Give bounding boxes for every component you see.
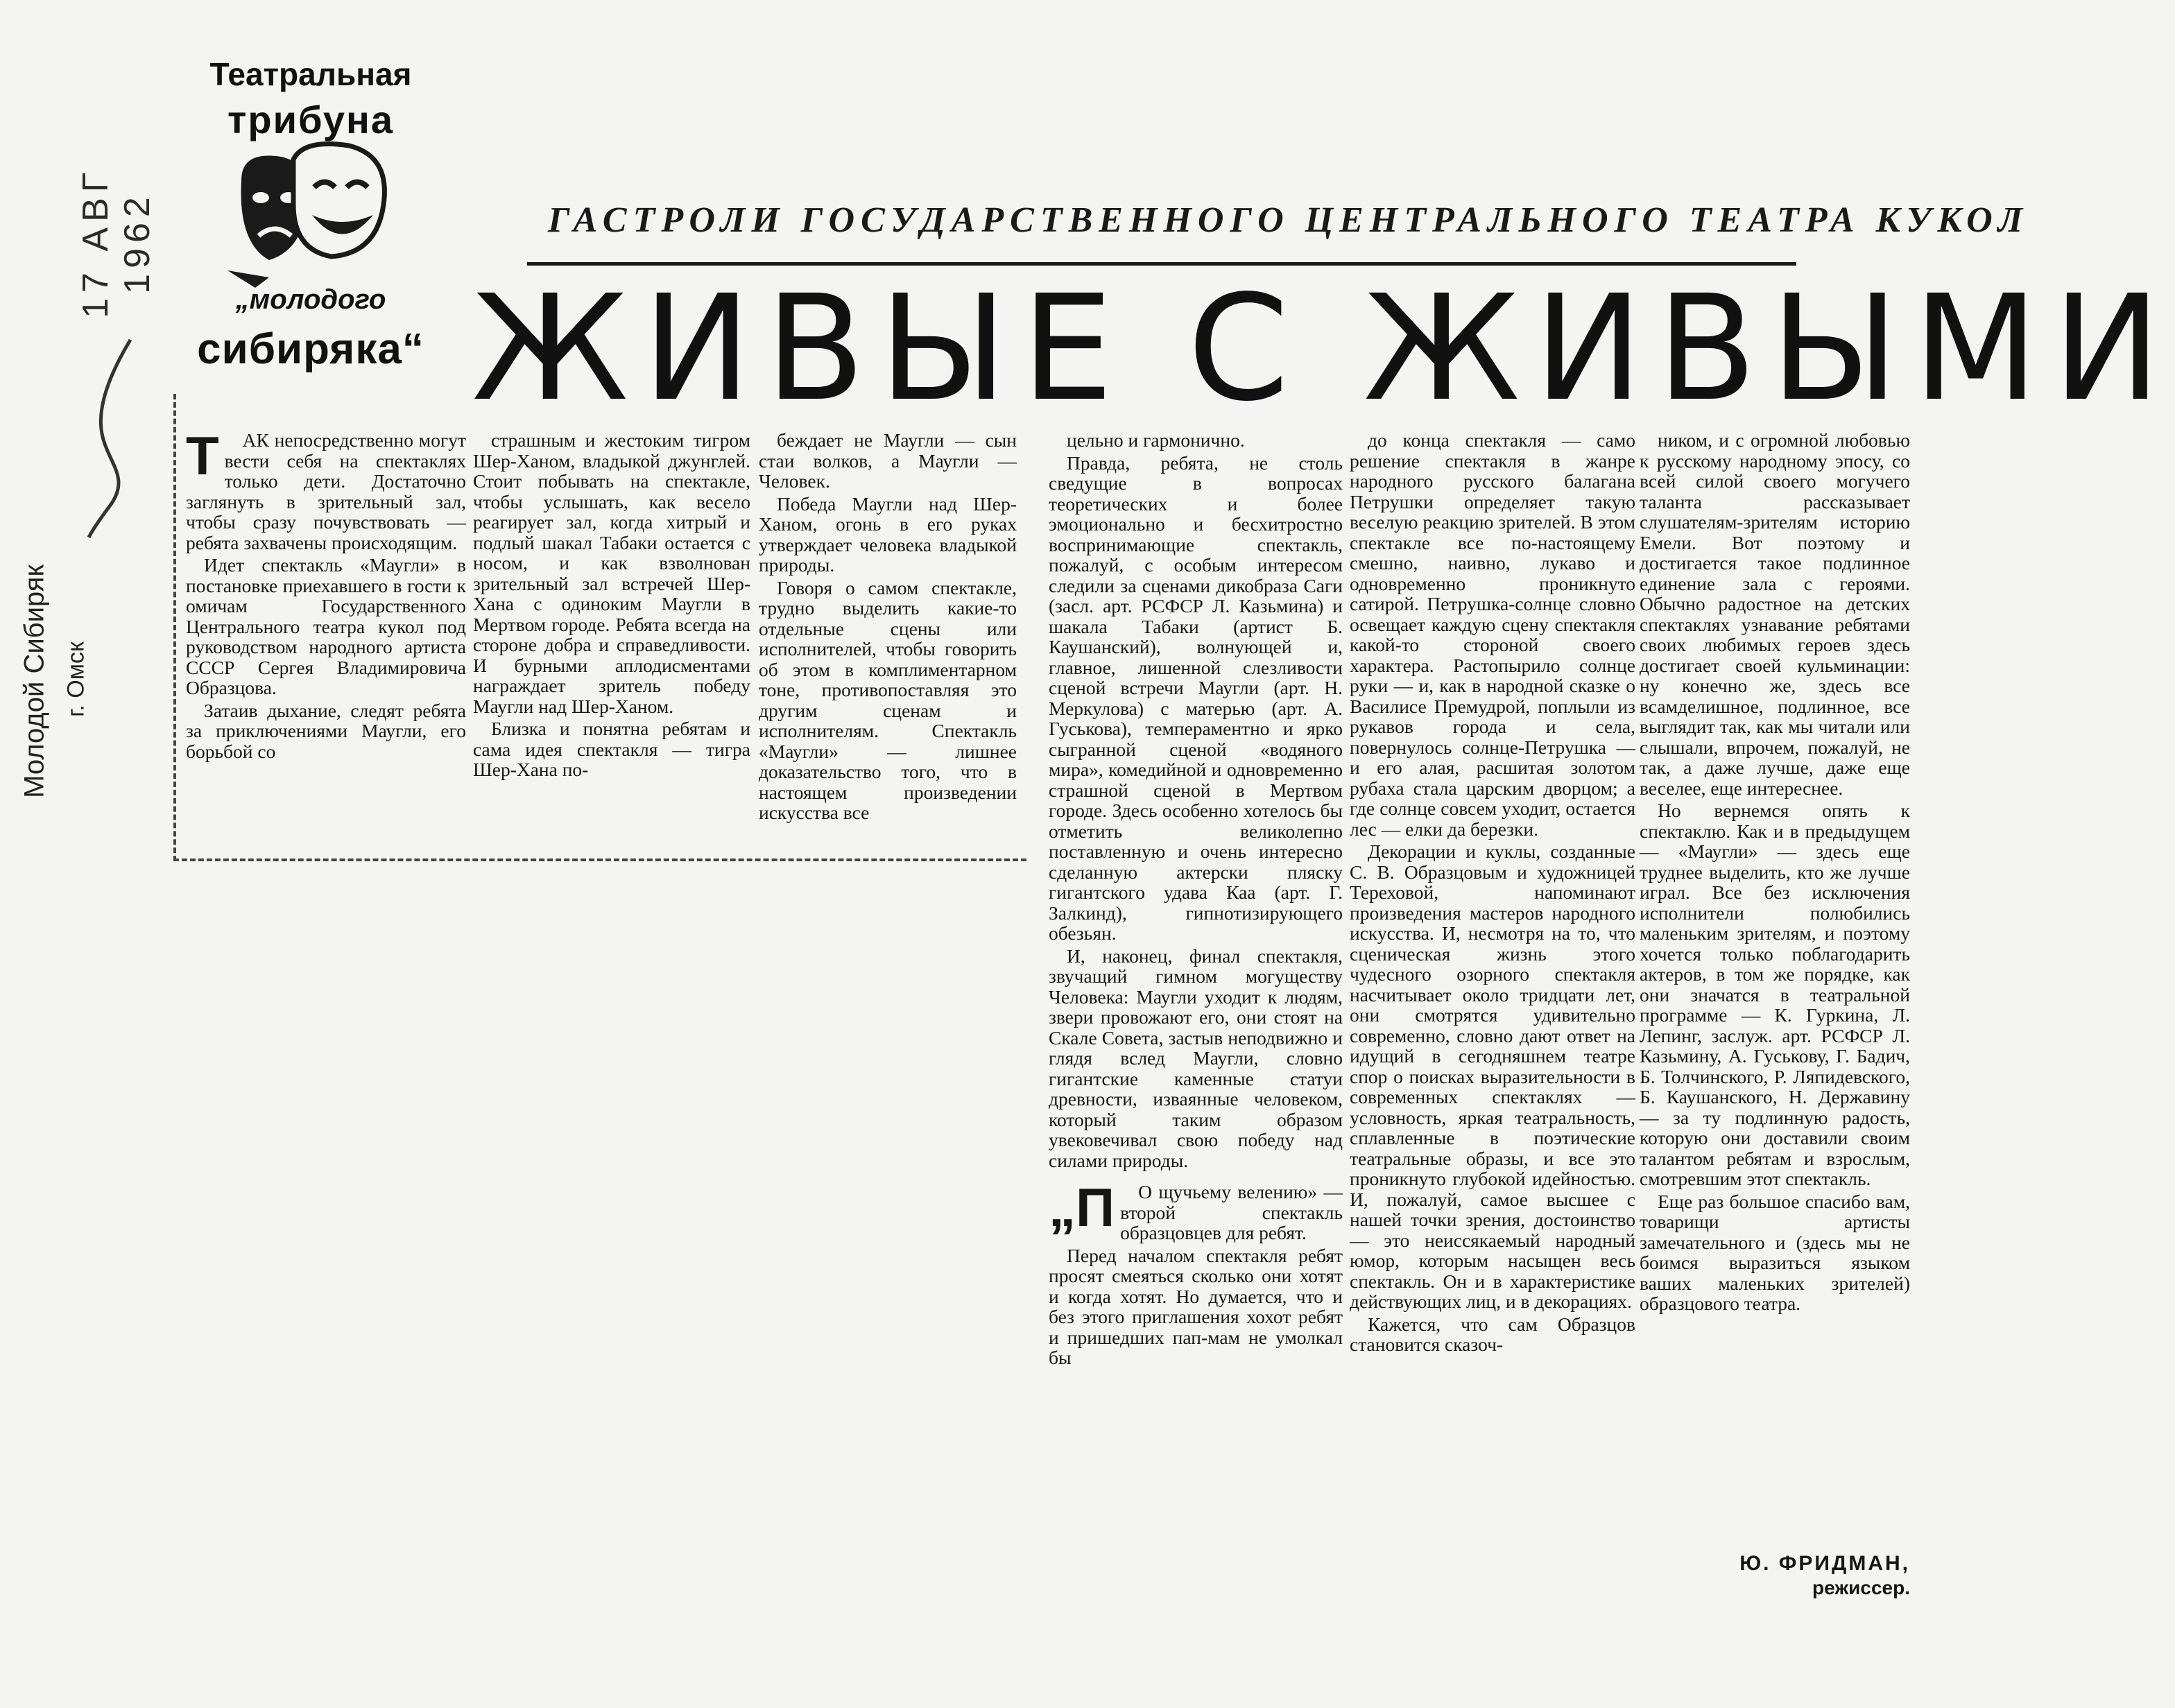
article-paragraph: Декорации и куклы, созданные С. В. Образцовым и художницей Тереховой, напоминают произведения мастеров народного искусства. И, несмотря на то, что сценическая жизнь этого чудесного озорного спектакля насчитывает около тридцати лет, они смотрятся удивительно современно, словно дают ответ на идущий в сегодняшнем театре спор о поисках выразительности в современных спектаклях — условность, яркая театральность, сплавленные в поэтические театральные образы, и все это проникнуто глубокой идейностью. И, пожалуй, самое высшее с нашей точки зрения, достоинство — это неиссякаемый народный юмор, которым насыщен весь спектакль. Он и в характеристике действующих лиц, и в декорациях. xyxy=(1350,840,1635,1312)
article-paragraph: Победа Маугли над Шер-Ханом, огонь в его руках утверждает человека владыкой природы. xyxy=(759,492,1017,576)
drop-cap: Т xyxy=(186,425,219,486)
article-paragraph: Кажется, что сам Образцов становится сказоч- xyxy=(1350,1313,1635,1355)
article-paragraph: „П О щучьему велению» — второй спектакль образцовцев для ребят. xyxy=(1049,1182,1343,1243)
article-column-2 xyxy=(473,430,750,782)
article-paragraph: Идет спектакль «Маугли» в постановке приехавшего в гости к омичам Государственного Центрального театра кукол под руководством народного артиста СССР Сергея Владимировича Образцова. xyxy=(186,554,466,698)
article-paragraph: Близка и понятна ребятам и сама идея спектакля — тигра Шер-Хана по- xyxy=(473,718,750,780)
theatre-masks-icon xyxy=(227,139,394,291)
article-kicker: ГАСТРОЛИ ГОСУДАРСТВЕННОГО ЦЕНТРАЛЬНОГО ТЕАТРА КУКОЛ xyxy=(548,200,2029,240)
article-paragraph: И, наконец, финал спектакля, звучащий гимном могуществу Человека: Маугли уходит к людям, звери провожают его, они стоят на Скале Совета, застыв неподвижно и глядя вслед Маугли, словно гигантские каменные статуи древности, изваянные человеком, который таким образом увековечивал свою победу над силами природы. xyxy=(1049,944,1343,1171)
article-column-1 xyxy=(186,425,466,764)
pencil-mark xyxy=(82,333,144,541)
author-role: режиссер. xyxy=(1812,1577,1910,1598)
article-paragraph: ником, и с огромной любовью к русскому народному эпосу, со всей силой своего могучего таланта рассказывает слушателям-зрителям историю Емели. Вот поэтому и достигается такое подлинное единение зала с героями. Обычно радостное на детских спектаклях узнавание ребятами своих любимых героев здесь достигает своей кульминации: ну конечно же, здесь все всамделишное, подлинное, все выглядит так, как мы читали или слышали, впрочем, пожалуй, не так, а даже лучше, даже еще веселее, еще интереснее. xyxy=(1640,429,1910,799)
article-paragraph: страшным и жестоким тигром Шер-Ханом, владыкой джунглей. Стоит побывать на спектакле, чтобы услышать, как весело реагирует зал, когда хитрый и подлый шакал Табаки остается с носом, и как взволнован зрительный зал встречей Шер-Хана с одиноким Маугли в Мертвом городе. Ребята всегда на стороне добра и справедливости. И бурными аплодисментами награждает зритель победу Маугли над Шер-Ханом. xyxy=(473,429,750,717)
article-headline: ЖИВЫЕ С ЖИВЫМИ xyxy=(472,264,2175,433)
article-paragraph: Т АК непосредственно могут вести себя на спектаклях только дети. Достаточно заглянуть в зрительный зал, чтобы сразу почувствовать — ребята захвачены происходящим. xyxy=(186,430,466,553)
article-column-6 xyxy=(1640,430,1910,1316)
article-paragraph: Затаив дыхание, следят ребята за приключениями Маугли, его борьбой со xyxy=(186,699,466,762)
article-paragraph: Еще раз большое спасибо вам, товарищи артисты замечательного и (здесь мы не боимся выразиться языком ваших маленьких зрителей) образцового театра. xyxy=(1640,1190,1910,1314)
drop-cap: „П xyxy=(1049,1177,1115,1238)
author-signature: Ю. ФРИДМАН, xyxy=(1739,1552,1910,1575)
article-paragraph: Перед началом спектакля ребят просят смеяться сколько они хотят и когда хотят. Но думается, что и без этого приглашения хохот ребят и пришедших пап-мам не умолкал бы xyxy=(1049,1244,1343,1368)
article-paragraph: Говоря о самом спектакле, трудно выделить какие-то отдельные сцены или исполнителей, чтобы говорить об этом в комплиментарном тоне, противопоставляя это другим сценам и исполнителям. Спектакль «Маугли» — лишнее доказательство того, что в настоящем произведении искусства все xyxy=(759,576,1017,823)
article-paragraph: беждает не Маугли — сын стаи волков, а Маугли — Человек. xyxy=(759,429,1017,492)
article-paragraph: до конца спектакля — само решение спектакля в жанре народного русского балагана Петрушки определяет такую веселую реакцию зрителей. В этом спектакле все по-настоящему смешно, наивно, лукаво и одновременно проникнуто сатирой. Петрушка-солнце словно освещает каждую сцену спектакля какой-то стороной своего характера. Растопырило солнце руки — и, как в народной сказке о Василисе Премудрой, поплыли из рукавов города и села, повернулось солнце-Петрушка — и его алая, расшитая золотом рубаха стала царским дворцом; а где солнце совсем уходит, остается лес — елки да березки. xyxy=(1350,429,1635,840)
archive-date-stamp xyxy=(76,97,157,333)
publication-name: Молодой Сибиряк xyxy=(19,564,50,798)
archive-date: 17 АВГ 1962 xyxy=(76,167,157,318)
article-paragraph: Правда, ребята, не столь сведущие в вопросах теоретических и более эмоционально и бесхитростно воспринимающие спектакль, пожалуй, с особым интересом следили за сценами дикобраза Саги (засл. арт. РСФСР Л. Казьмина) и шакала Табаки (артист Б. Каушанский), волнующей и, главное, лишенной слезливости сценой встречи Маугли (арт. Н. Меркулова) с матерью (арт. А. Гуськова), темпераментно и ярко сыгранной сценой «водяного мира», комедийной и одновременно страшной сценой в Мертвом городе. Здесь особенно хотелось бы отметить великолепно поставленную и очень интересно сделанную актерски пляску гигантского удава Каа (арт. Г. Залкинд), гипнотизирующего обезьян. xyxy=(1049,451,1343,944)
logo-line-4: сибиряка“ xyxy=(197,325,424,373)
logo-line-3: „молодого xyxy=(235,284,386,315)
publication-stamp xyxy=(21,499,104,846)
rubric-logo xyxy=(186,55,436,381)
article-paragraph: цельно и гармонично. xyxy=(1067,429,1245,451)
article-paragraph: Но вернемся опять к спектаклю. Как и в предыдущем — «Маугли» — здесь еще труднее выделить, кто же лучше играл. Все без исключения исполнители полюбились маленьким зрителям, и поэтому хочется только поблагодарить актеров, в том же порядке, как они значатся в театральной программе — К. Гуркина, Л. Лепинг, заслуж. арт. РСФСР Л. Казьмину, А. Гуськову, Г. Бадич, Б. Толчинского, Р. Ляпидевского, Б. Каушанского, Н. Державину — за ту подлинную радость, которую они доставили своим талантом ребятам и взрослым, смотревшим этот спектакль. xyxy=(1640,800,1910,1189)
article-column-5 xyxy=(1350,430,1635,1357)
article-column-4 xyxy=(1049,430,1343,1370)
publication-city: г. Омск xyxy=(62,641,89,717)
logo-line-2: трибуна xyxy=(227,98,395,141)
logo-line-1: Театральная xyxy=(209,56,412,92)
article-column-3 xyxy=(759,430,1017,825)
